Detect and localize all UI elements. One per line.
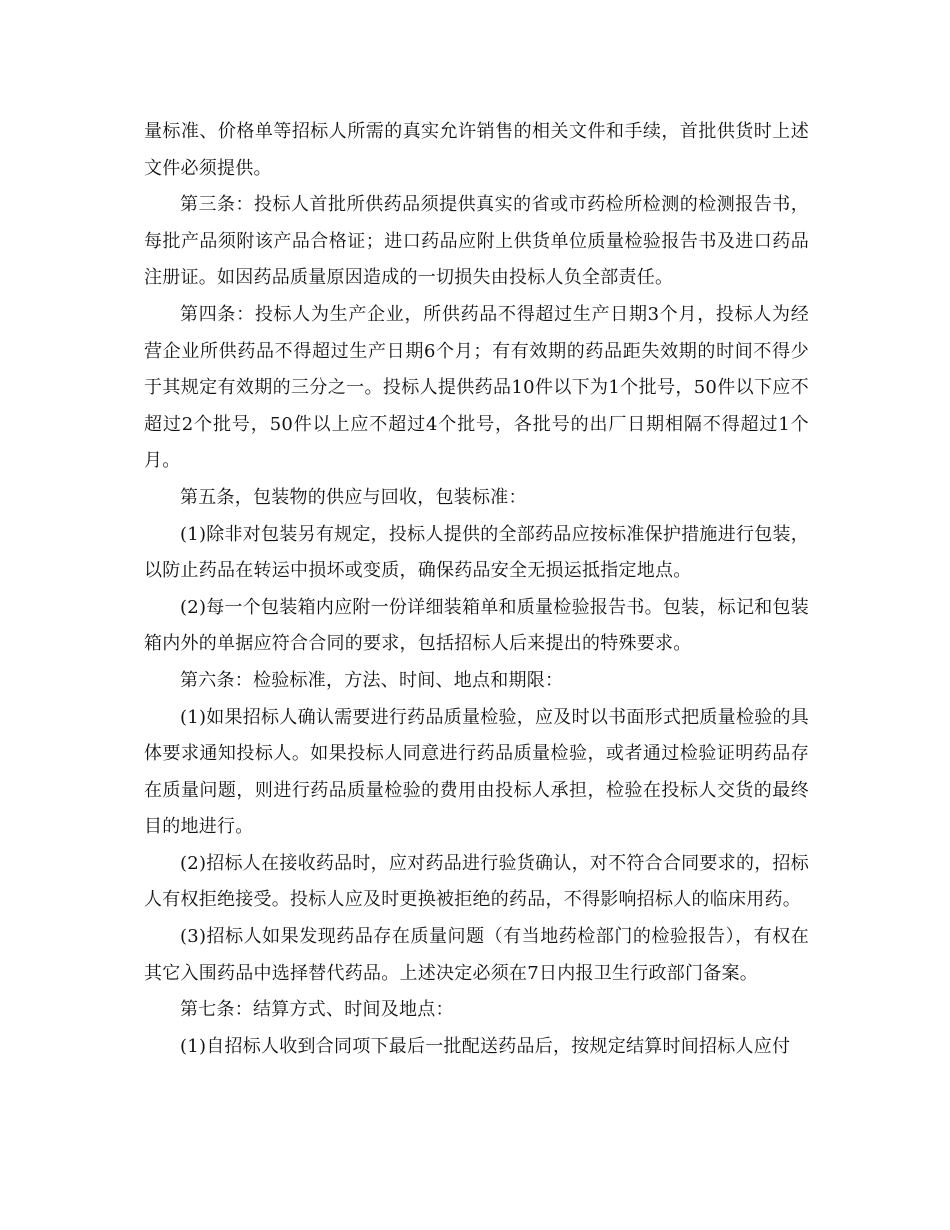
paragraph-6: (2)每一个包装箱内应附一份详细装箱单和质量检验报告书。包装，标记和包装箱内外的单据应符合合同的要求，包括招标人后来提出的特殊要求。 [144,596,809,655]
paragraph-5: (1)除非对包装另有规定，投标人提供的全部药品应按标准保护措施进行包装，以防止药品在转运中损坏或变质，确保药品安全无损运抵指定地点。 [144,523,809,582]
paragraph-10: (3)招标人如果发现药品存在质量问题（有当地药检部门的检验报告），有权在其它入围药品中选择替代药品。上述决定必须在7日内报卫生行政部门备案。 [144,926,809,984]
paragraph-12: (1)自招标人收到合同项下最后一批配送药品后，按规定结算时间招标人应付 [180,1035,791,1057]
paragraph-11: 第七条：结算方式、时间及地点： [180,999,454,1021]
document-body [144,114,809,1065]
paragraph-2: 第三条：投标人首批所供药品须提供真实的省或市药检所检测的检测报告书，每批产品须附该产品合格证；进口药品应附上供货单位质量检验报告书及进口药品注册证。如因药品质量原因造成的一切损失由投标人负全部责任。 [144,194,809,289]
paragraph-8: (1)如果招标人确认需要进行药品质量检验，应及时以书面形式把质量检验的具体要求通知投标人。如果投标人同意进行药品质量检验，或者通过检验证明药品存在质量问题，则进行药品质量检验的费用由投标人承担，检验在投标人交货的最终目的地进行。 [144,706,809,838]
paragraph-4: 第五条，包装物的供应与回收，包装标准： [180,486,527,508]
paragraph-9: (2)招标人在接收药品时，应对药品进行验货确认，对不符合合同要求的，招标人有权拒绝接受。投标人应及时更换被拒绝的药品，不得影响招标人的临床用药。 [144,852,809,911]
paragraph-3: 第四条：投标人为生产企业，所供药品不得超过生产日期3个月，投标人为经营企业所供药品不得超过生产日期6个月；有有效期的药品距失效期的时间不得少于其规定有效期的三分之一。投标人提供药品10件以下为1个批号，50件以下应不超过2个批号，50件以上应不超过4个批号，各批号的出厂日期相隔不得超过1个月。 [144,303,809,472]
paragraph-1: 量标准、价格单等招标人所需的真实允许销售的相关文件和手续，首批供货时上述文件必须提供。 [144,121,809,179]
paragraph-7: 第六条：检验标准，方法、时间、地点和期限： [180,669,564,691]
